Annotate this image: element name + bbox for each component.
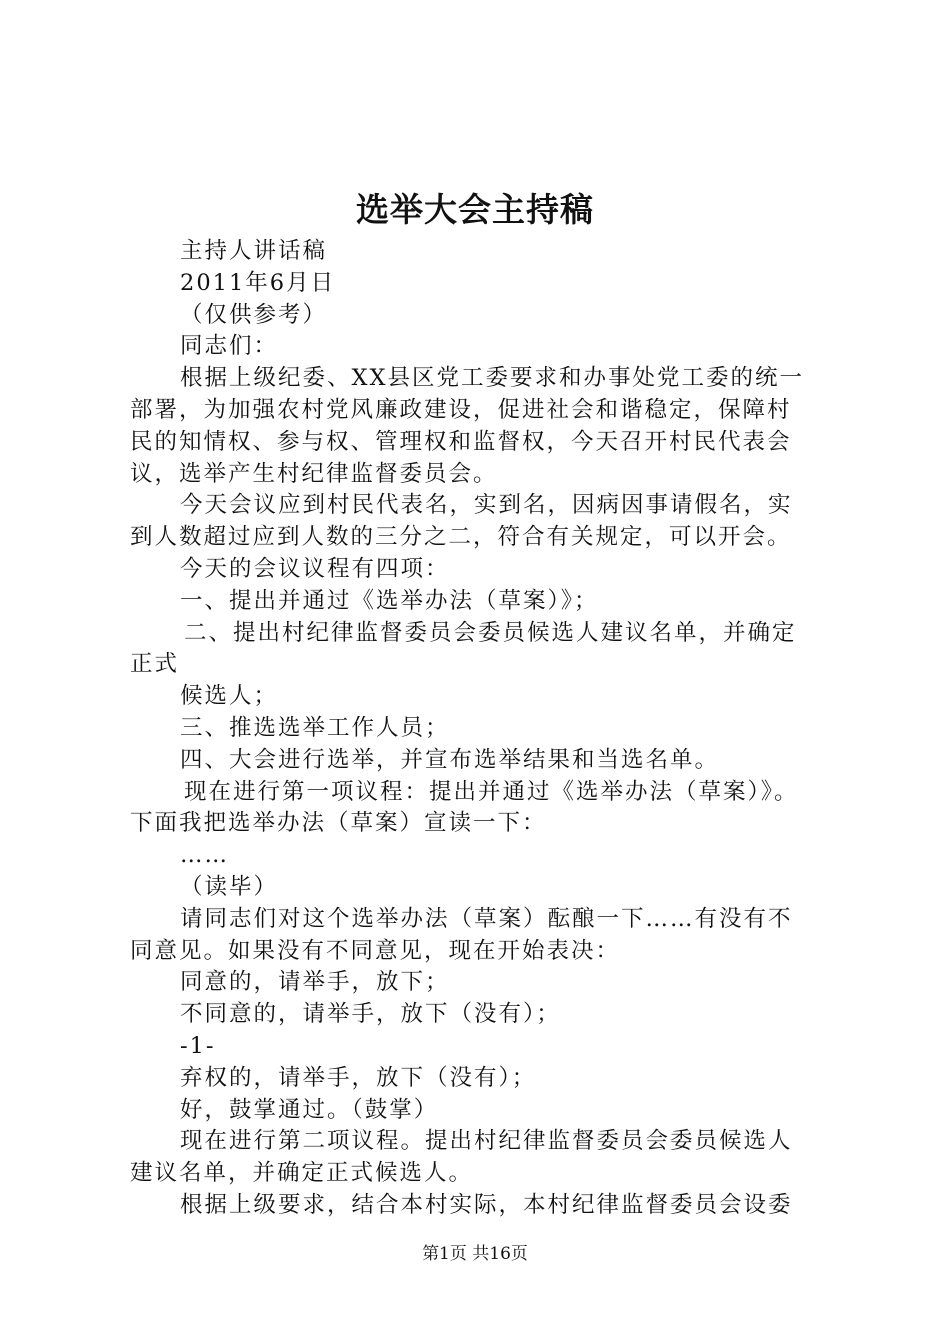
text-line: （读毕） bbox=[180, 873, 279, 900]
text-line: 四、大会进行选举，并宣布选举结果和当选名单。 bbox=[180, 746, 720, 773]
text-line: 部署，为加强农村党风廉政建设，促进社会和谐稳定，保障村 bbox=[130, 396, 792, 423]
text-line: 根据上级要求，结合本村实际，本村纪律监督委员会设委 bbox=[180, 1191, 793, 1218]
page-marker: -1- bbox=[180, 1032, 216, 1059]
text-line: 不同意的，请举手，放下（没有）； bbox=[180, 1001, 561, 1028]
text-line: 今天的会议议程有四项： bbox=[180, 555, 450, 582]
text-line: 主持人讲话稿 bbox=[180, 238, 328, 264]
text-line: 现在进行第一项议程：提出并通过《选举办法（草案）》。 bbox=[184, 778, 799, 805]
text-line: 同意的，请举手，放下； bbox=[180, 969, 450, 996]
text-line: 下面我把选举办法（草案）宣读一下： bbox=[130, 810, 547, 837]
text-line: 议，选举产生村纪律监督委员会。 bbox=[130, 460, 498, 487]
text-line: 正式 bbox=[130, 651, 180, 678]
text-line: 根据上级纪委、XX县区党工委要求和办事处党工委的统一 bbox=[180, 365, 805, 392]
text-line: 三、推选选举工作人员； bbox=[180, 714, 450, 741]
text-line: 建议名单，并确定正式候选人。 bbox=[130, 1160, 474, 1187]
text-line: 二、提出村纪律监督委员会委员候选人建议名单，并确定 bbox=[184, 619, 797, 646]
text-line: 到人数超过应到人数的三分之二，符合有关规定，可以开会。 bbox=[130, 524, 792, 551]
text-line: 2011年6月日 bbox=[180, 269, 336, 296]
text-line: 弃权的，请举手，放下（没有）； bbox=[180, 1064, 537, 1091]
text-line: 同志们： bbox=[180, 333, 279, 360]
document-body bbox=[130, 236, 835, 1222]
text-line: 候选人； bbox=[180, 683, 279, 710]
text-line: 今天会议应到村民代表名，实到名，因病因事请假名，实 bbox=[180, 492, 793, 519]
page-footer: 第1页 共16页 bbox=[422, 1244, 528, 1264]
text-line: 一、提出并通过《选举办法（草案）》； bbox=[180, 587, 599, 614]
text-line: （仅供参考） bbox=[180, 301, 328, 328]
document-title: 选举大会主持稿 bbox=[356, 190, 594, 229]
text-line: …… bbox=[180, 842, 229, 869]
text-line: 好，鼓掌通过。（鼓掌） bbox=[180, 1096, 439, 1123]
text-line: 请同志们对这个选举办法（草案）酝酿一下……有没有不 bbox=[180, 905, 793, 932]
text-line: 民的知情权、参与权、管理权和监督权，今天召开村民代表会 bbox=[130, 428, 792, 455]
text-line: 同意见。如果没有不同意见，现在开始表决： bbox=[130, 937, 621, 964]
text-line: 现在进行第二项议程。提出村纪律监督委员会委员候选人 bbox=[180, 1128, 793, 1155]
